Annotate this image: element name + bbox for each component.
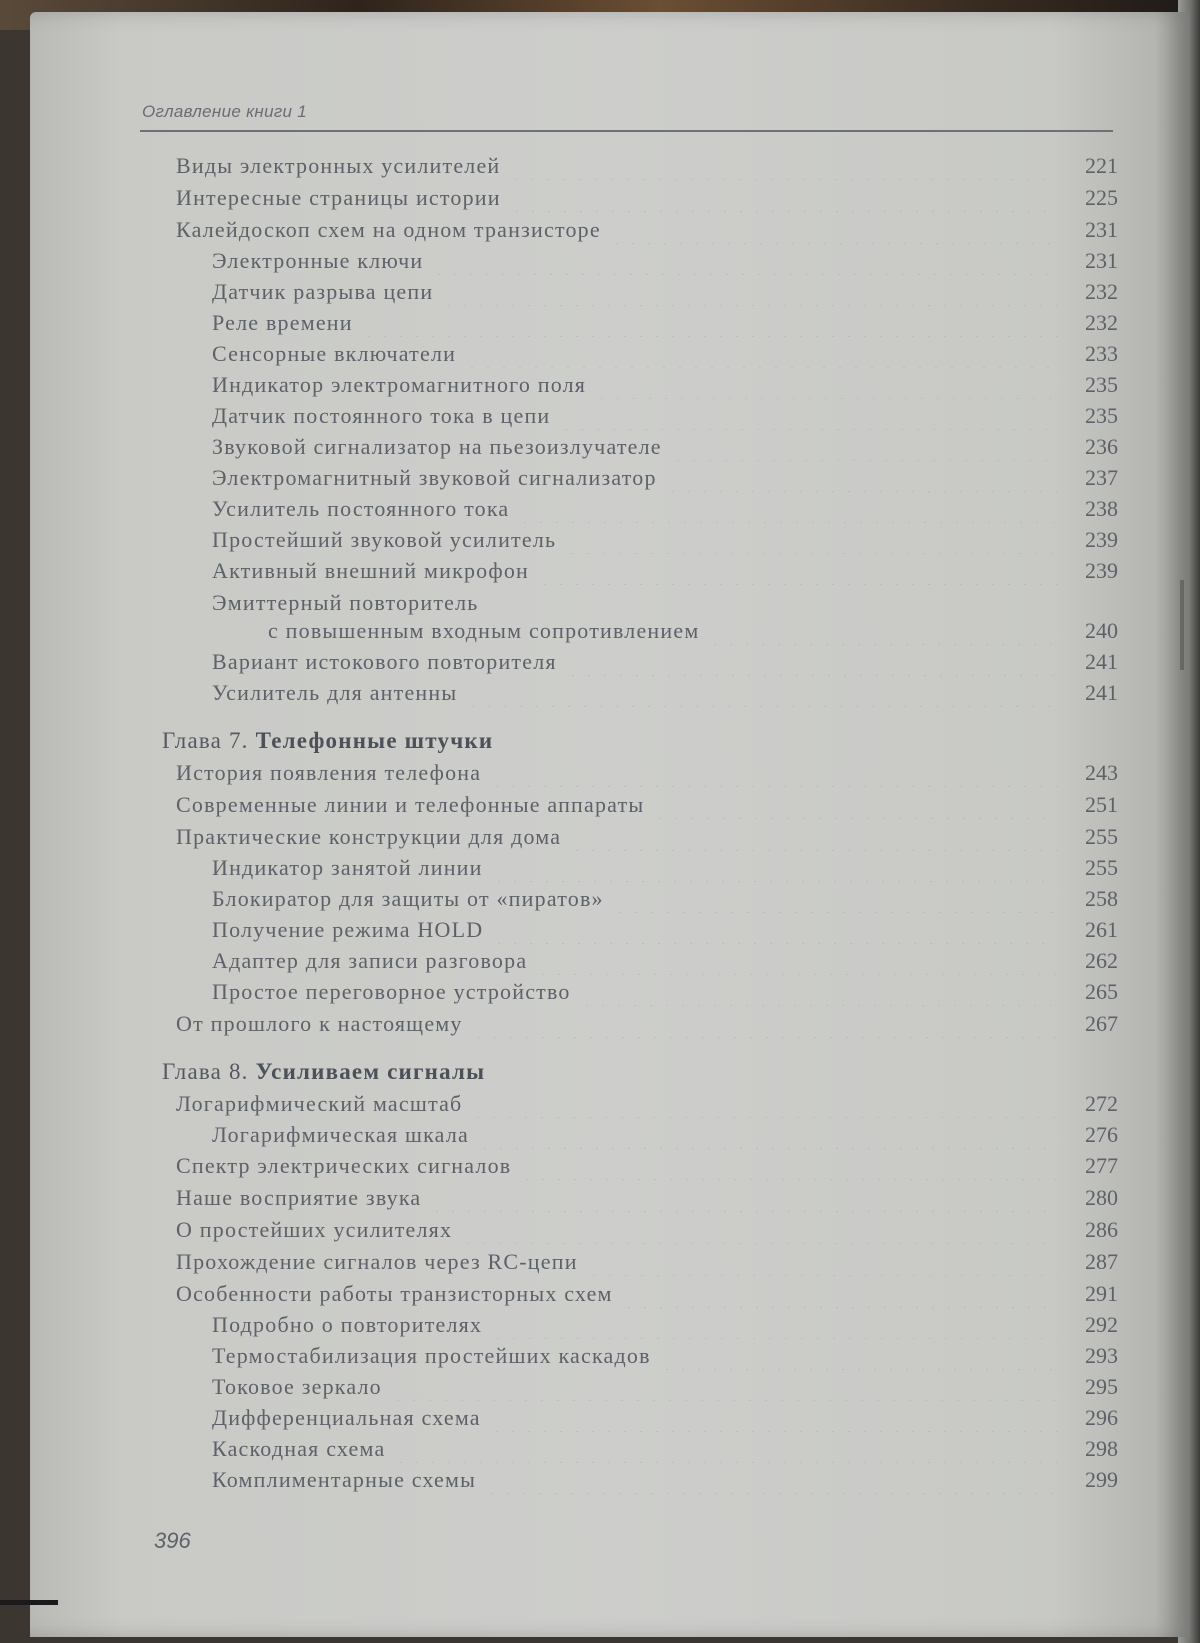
- toc-entry-title: Особенности работы транзисторных схем: [176, 1281, 613, 1306]
- toc-entry: [0, 526, 1200, 554]
- toc-page-number: 221: [1085, 153, 1118, 178]
- chapter-name: Усиливаем сигналы: [255, 1059, 486, 1084]
- toc-entry-title: Индикатор занятой линии: [212, 855, 483, 880]
- toc-entry: [0, 433, 1200, 461]
- toc-entry-title: Блокиратор для защиты от «пиратов»: [212, 886, 604, 911]
- toc-page-number: 293: [1085, 1343, 1118, 1368]
- toc-entry: [0, 978, 1200, 1006]
- toc-page-number: 287: [1085, 1249, 1118, 1274]
- toc-entry: [0, 216, 1200, 244]
- chapter-heading: [0, 727, 1200, 755]
- toc-entry-title: Комплиментарные схемы: [212, 1467, 477, 1492]
- dot-leader: [565, 648, 1058, 676]
- toc-page-number: 280: [1085, 1185, 1118, 1210]
- toc-entry: [0, 278, 1200, 306]
- toc-entry-title: Интересные страницы истории: [176, 185, 501, 210]
- toc-entry: [0, 1010, 1200, 1038]
- toc-entry: [0, 1184, 1200, 1212]
- dot-leader: [489, 759, 1058, 787]
- toc-entry-title: Виды электронных усилителей: [176, 153, 501, 178]
- toc-page-number: 237: [1085, 465, 1118, 490]
- toc-entry-title: Токовое зеркало: [212, 1374, 382, 1399]
- dot-leader: [361, 309, 1058, 337]
- toc-entry: [0, 1342, 1200, 1370]
- dot-leader: [484, 1466, 1058, 1494]
- dot-leader: [707, 617, 1058, 645]
- dot-leader: [509, 184, 1058, 212]
- toc-page-number: 296: [1085, 1405, 1118, 1430]
- toc-page-number: 251: [1085, 792, 1118, 817]
- toc-page-number: 243: [1085, 760, 1118, 785]
- toc-entry: [0, 1373, 1200, 1401]
- toc-entry-title: с повышенным входным сопротивлением: [268, 618, 700, 643]
- toc-entry-title: Каскодная схема: [212, 1436, 386, 1461]
- toc-entry: [0, 617, 1200, 645]
- dot-leader: [558, 402, 1058, 430]
- toc-page-number: 255: [1085, 824, 1118, 849]
- toc-entry: [0, 854, 1200, 882]
- toc-entry: [0, 247, 1200, 275]
- toc-entry: [0, 916, 1200, 944]
- dot-leader: [390, 1373, 1058, 1401]
- toc-entry-title: Наше восприятие звука: [176, 1185, 422, 1210]
- toc-entry-title: Адаптер для записи разговора: [212, 948, 528, 973]
- toc-entry-title: Термостабилизация простейших каскадов: [212, 1343, 651, 1368]
- toc-entry-title: Датчик постоянного тока в цепи: [212, 403, 551, 428]
- toc-entry: [0, 1090, 1200, 1118]
- toc-entry: [0, 557, 1200, 585]
- dot-leader: [489, 1404, 1058, 1432]
- toc-page-number: 286: [1085, 1217, 1118, 1242]
- dot-leader: [517, 495, 1058, 523]
- dot-leader: [535, 947, 1058, 975]
- toc-page-number: 235: [1085, 372, 1118, 397]
- chapter-heading: [0, 1058, 1200, 1086]
- toc-entry-title: Дифференциальная схема: [212, 1405, 481, 1430]
- dot-leader: [464, 340, 1058, 368]
- toc-entry: [0, 759, 1200, 787]
- toc-entry-title: История появления телефона: [176, 760, 482, 785]
- toc-entry-title: Датчик разрыва цепи: [212, 279, 434, 304]
- toc-page-number: 262: [1085, 948, 1118, 973]
- dot-leader: [609, 216, 1058, 244]
- chapter-name: Телефонные штучки: [255, 728, 494, 753]
- gutter-mark: [1180, 580, 1184, 670]
- toc-entry-title: Спектр электрических сигналов: [176, 1153, 512, 1178]
- toc-entry-title: Усилитель для антенны: [212, 680, 458, 705]
- toc-entry: [0, 1311, 1200, 1339]
- dot-leader: [569, 823, 1058, 851]
- dot-leader: [491, 854, 1058, 882]
- dot-leader: [471, 1010, 1058, 1038]
- page-number-folio: 396: [154, 1528, 191, 1553]
- chapter-title: [162, 1058, 485, 1086]
- toc-entry: [0, 947, 1200, 975]
- toc-entry: [0, 1248, 1200, 1276]
- dot-leader: [564, 526, 1058, 554]
- toc-entry-title: Электромагнитный звуковой сигнализатор: [212, 465, 657, 490]
- dot-leader: [465, 679, 1058, 707]
- toc-entry: [0, 152, 1200, 180]
- toc-entry-title: Электронные ключи: [212, 248, 424, 273]
- toc-entry: [0, 1152, 1200, 1180]
- chapter-number: Глава 8.: [162, 1059, 249, 1084]
- toc-entry: [0, 823, 1200, 851]
- toc-entry: [0, 371, 1200, 399]
- chapter-number: Глава 7.: [162, 728, 249, 753]
- dot-leader: [670, 433, 1058, 461]
- toc-entry-title: Усилитель постоянного тока: [212, 496, 510, 521]
- toc-entry-title: Современные линии и телефонные аппараты: [176, 792, 645, 817]
- toc-entry: [0, 402, 1200, 430]
- dot-leader: [491, 916, 1058, 944]
- toc-page-number: 231: [1085, 248, 1118, 273]
- toc-page-number: 235: [1085, 403, 1118, 428]
- toc-entry: [0, 791, 1200, 819]
- dot-leader: [429, 1184, 1058, 1212]
- toc-entry-title: Вариант истокового повторителя: [212, 649, 557, 674]
- dot-leader: [621, 1280, 1058, 1308]
- toc-page-number: 232: [1085, 279, 1118, 304]
- toc-entry: [0, 885, 1200, 913]
- toc-entry-title: Подробно о повторителях: [212, 1312, 483, 1337]
- dot-leader: [586, 1248, 1058, 1276]
- toc-page-number: 272: [1085, 1091, 1118, 1116]
- dot-leader: [652, 791, 1058, 819]
- toc-page-number: 298: [1085, 1436, 1118, 1461]
- toc-page-number: 276: [1085, 1122, 1118, 1147]
- dot-leader: [612, 885, 1058, 913]
- toc-entry: [0, 1216, 1200, 1244]
- toc-page-number: 265: [1085, 979, 1118, 1004]
- toc-page-number: 267: [1085, 1011, 1118, 1036]
- dot-leader: [537, 557, 1058, 585]
- dot-leader: [665, 464, 1058, 492]
- toc-entry-title: Логарифмический масштаб: [176, 1091, 463, 1116]
- toc-entry-title: Простое переговорное устройство: [212, 979, 571, 1004]
- dot-leader: [490, 1311, 1058, 1339]
- toc-entry: [0, 1466, 1200, 1494]
- dot-leader: [659, 1342, 1058, 1370]
- bottom-edge-mark: [0, 1600, 58, 1605]
- toc-page-number: 295: [1085, 1374, 1118, 1399]
- toc-page-number: 239: [1085, 558, 1118, 583]
- toc-page-number: 231: [1085, 217, 1118, 242]
- dot-leader: [441, 278, 1058, 306]
- toc-page-number: 291: [1085, 1281, 1118, 1306]
- toc-entry: [0, 679, 1200, 707]
- toc-entry-title: Простейший звуковой усилитель: [212, 527, 557, 552]
- toc-entry-title: Сенсорные включатели: [212, 341, 457, 366]
- toc-entry: [0, 309, 1200, 337]
- dot-leader: [579, 978, 1058, 1006]
- toc-page-number: 258: [1085, 886, 1118, 911]
- dot-leader: [431, 247, 1058, 275]
- toc-entry-title: Получение режима HOLD: [212, 917, 484, 942]
- toc-page-number: 241: [1085, 649, 1118, 674]
- toc-entry-title: Логарифмическая шкала: [212, 1122, 469, 1147]
- toc-entry: [0, 648, 1200, 676]
- toc-page-number: 236: [1085, 434, 1118, 459]
- toc-entry: [0, 1435, 1200, 1463]
- toc-page-number: 238: [1085, 496, 1118, 521]
- toc-entry-title: Индикатор электромагнитного поля: [212, 372, 587, 397]
- toc-entry-title: Реле времени: [212, 310, 353, 335]
- dot-leader: [460, 1216, 1058, 1244]
- toc-entry-title: Звуковой сигнализатор на пьезоизлучателе: [212, 434, 662, 459]
- dot-leader: [594, 371, 1058, 399]
- toc-page-number: 292: [1085, 1312, 1118, 1337]
- toc-page-number: 255: [1085, 855, 1118, 880]
- toc-entry: [0, 340, 1200, 368]
- toc-page-number: 299: [1085, 1467, 1118, 1492]
- dot-leader: [393, 1435, 1058, 1463]
- toc-page-number: 225: [1085, 185, 1118, 210]
- chapter-title: [162, 727, 493, 755]
- toc-page-number: 261: [1085, 917, 1118, 942]
- running-head: Оглавление книги 1: [142, 102, 308, 121]
- toc-entry: [0, 184, 1200, 212]
- toc-page-number: 232: [1085, 310, 1118, 335]
- toc-entry: [0, 495, 1200, 523]
- toc-entry-title: О простейших усилителях: [176, 1217, 453, 1242]
- dot-leader: [470, 1090, 1058, 1118]
- toc-entry-title: Эмиттерный повторитель: [212, 590, 479, 615]
- toc-page-number: 240: [1085, 618, 1118, 643]
- dot-leader: [519, 1152, 1058, 1180]
- toc-entry: [0, 589, 1200, 617]
- toc-page-number: 277: [1085, 1153, 1118, 1178]
- toc-page-number: 241: [1085, 680, 1118, 705]
- toc-entry-title: Прохождение сигналов через RC-цепи: [176, 1249, 578, 1274]
- toc-entry: [0, 1404, 1200, 1432]
- toc-entry-title: Практические конструкции для дома: [176, 824, 562, 849]
- toc-entry: [0, 464, 1200, 492]
- toc-entry-title: От прошлого к настоящему: [176, 1011, 463, 1036]
- toc-entry-title: Активный внешний микрофон: [212, 558, 529, 583]
- dot-leader: [508, 152, 1058, 180]
- toc-page-number: 233: [1085, 341, 1118, 366]
- toc-entry: [0, 1121, 1200, 1149]
- toc-entry: [0, 1280, 1200, 1308]
- toc-page-number: 239: [1085, 527, 1118, 552]
- toc-entry-title: Калейдоскоп схем на одном транзисторе: [176, 217, 601, 242]
- dot-leader: [477, 1121, 1058, 1149]
